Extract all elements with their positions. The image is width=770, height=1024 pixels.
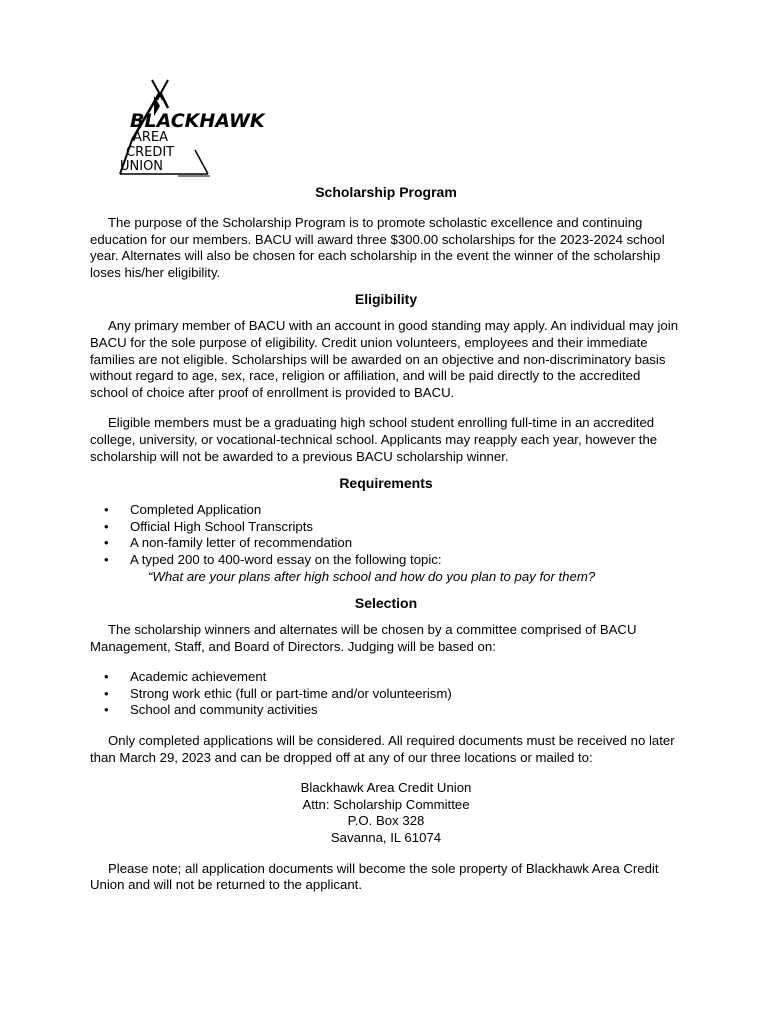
address-line-2: Attn: Scholarship Committee xyxy=(302,796,470,812)
address-line-4: Savanna, IL 61074 xyxy=(330,830,442,846)
bullet: • xyxy=(104,685,109,701)
bullet: • xyxy=(104,535,109,551)
document-body xyxy=(90,184,682,894)
bacu-logo xyxy=(110,78,310,182)
eligibility-heading: Eligibility xyxy=(354,291,418,308)
eligibility-paragraph-2: Eligible members must be a graduating high school student enrolling full-time in an accredited college, university, or vocational-technical school. Applicants may reapply each year, however the scholarship will not be awarded to a previous BACU scholarship winner. xyxy=(90,415,658,464)
selection-criteria-list xyxy=(90,669,682,719)
intro-paragraph: The purpose of the Scholarship Program is to promote scholastic excellence and continuing education for our members. BACU will award three $300.00 scholarships for the 2023-2024 school year. Alternates will also be chosen for each scholarship in the event the winner of the scholarship loses his/her eligibility. xyxy=(90,215,665,280)
list-item xyxy=(90,686,682,703)
list-item xyxy=(90,502,682,519)
list-item xyxy=(90,535,682,552)
list-item xyxy=(90,702,682,719)
logo-line2-text: AREA xyxy=(133,130,169,145)
requirement-text: A typed 200 to 400-word essay on the following topic: xyxy=(130,551,442,567)
requirements-list xyxy=(90,502,682,568)
page-title: Scholarship Program xyxy=(315,184,457,200)
address-line-1: Blackhawk Area Credit Union xyxy=(300,780,472,796)
logo-line1-text: BLACKHAWK xyxy=(130,110,265,132)
criteria-text: Academic achievement xyxy=(130,669,267,685)
selection-heading: Selection xyxy=(354,595,418,612)
criteria-text: School and community activities xyxy=(130,702,318,718)
note-paragraph: Please note; all application documents will become the sole property of Blackhawk Area Credit Union and will not be returned to the applicant. xyxy=(90,860,659,893)
teepee-logo-graphic xyxy=(110,78,310,182)
list-item xyxy=(90,519,682,536)
essay-topic: “What are your plans after high school and how do you plan to pay for them? xyxy=(148,568,596,584)
address-line-3: P.O. Box 328 xyxy=(347,813,425,829)
requirement-text: Completed Application xyxy=(130,502,262,518)
selection-paragraph: The scholarship winners and alternates will be chosen by a committee comprised of BACU Management, Staff, and Board of Directors. Judging will be based on: xyxy=(90,622,637,654)
bullet: • xyxy=(104,551,109,567)
list-item xyxy=(90,669,682,686)
requirement-text: A non-family letter of recommendation xyxy=(130,535,353,551)
bullet: • xyxy=(104,502,109,518)
eligibility-paragraph-1: Any primary member of BACU with an account in good standing may apply. An individual may join BACU for the sole purpose of eligibility. Credit union volunteers, employees and their immediate families are not eligible. Scholarships will be awarded on an objective and non-discriminatory basis without regard to age, sex, race, religion or affiliation, and will be paid directly to the accredited school of choice after proof of enrollment is provided to BACU. xyxy=(90,318,679,400)
criteria-text: Strong work ethic (full or part-time and/or volunteerism) xyxy=(130,685,452,701)
requirement-text: Official High School Transcripts xyxy=(130,518,313,534)
bullet: • xyxy=(104,518,109,534)
logo-line3-text: CREDIT xyxy=(126,145,175,160)
bullet: • xyxy=(104,702,109,718)
requirements-heading: Requirements xyxy=(339,475,433,492)
list-item xyxy=(90,552,682,569)
deadline-paragraph: Only completed applications will be considered. All required documents must be received no later than March 29, 2023 and can be dropped off at any of our three locations or mailed to: xyxy=(90,733,675,765)
mailing-address xyxy=(90,780,682,846)
bullet: • xyxy=(104,669,109,685)
logo-line4-text: UNION xyxy=(120,159,164,174)
